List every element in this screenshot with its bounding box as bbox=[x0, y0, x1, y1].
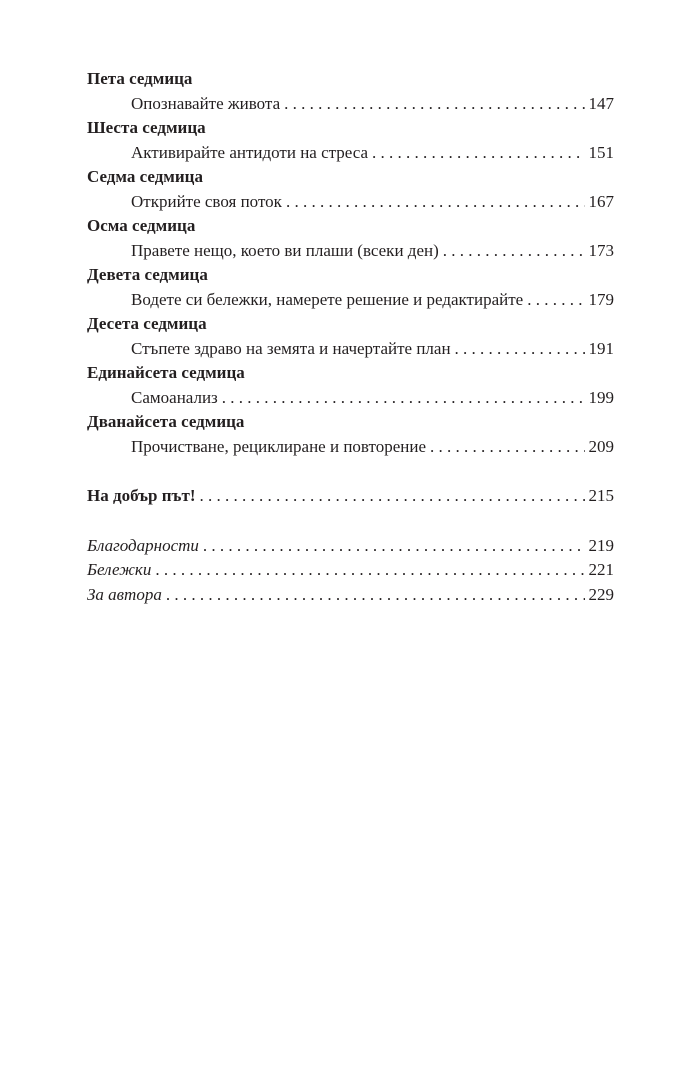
toc-entry[interactable] bbox=[87, 190, 614, 215]
dot-leader bbox=[286, 190, 585, 215]
toc-heading-week-7 bbox=[87, 165, 614, 190]
toc-entry-page: 219 bbox=[588, 535, 614, 555]
dot-leader bbox=[430, 435, 584, 460]
toc-heading-label: Седма седмица bbox=[87, 167, 203, 186]
toc-entry-title: На добър път! bbox=[87, 486, 196, 505]
toc-entry-page: 229 bbox=[588, 584, 614, 604]
toc-heading-week-6 bbox=[87, 116, 614, 141]
toc-heading-label: Десета седмица bbox=[87, 314, 207, 333]
toc-entry[interactable] bbox=[87, 337, 614, 362]
toc-entry[interactable] bbox=[87, 239, 614, 264]
toc-entry-page: 191 bbox=[588, 338, 614, 358]
toc-entry-title: За автора bbox=[87, 584, 162, 604]
toc-entry-about-author[interactable] bbox=[87, 583, 614, 608]
toc-entry-title: Бележки bbox=[87, 560, 152, 579]
dot-leader bbox=[155, 558, 584, 583]
toc-entry-farewell[interactable] bbox=[87, 484, 614, 509]
toc-heading-label: Дванайсета седмица bbox=[87, 412, 245, 431]
toc-entry-title: Благодарности bbox=[87, 535, 199, 555]
toc-entry[interactable] bbox=[87, 141, 614, 166]
toc-entry-page: 173 bbox=[588, 240, 614, 260]
dot-leader bbox=[527, 288, 584, 313]
toc-entry-title: Стъпете здраво на земята и начертайте план bbox=[131, 338, 451, 358]
dot-leader bbox=[372, 141, 584, 166]
table-of-contents bbox=[87, 67, 614, 607]
toc-entry[interactable] bbox=[87, 435, 614, 460]
toc-heading-label: Осма седмица bbox=[87, 216, 196, 235]
toc-entry[interactable] bbox=[87, 386, 614, 411]
toc-entry-page: 221 bbox=[588, 560, 614, 579]
toc-entry[interactable] bbox=[87, 288, 614, 313]
toc-entry-title: Прочистване, рециклиране и повторение bbox=[131, 436, 427, 456]
toc-entry-title: Открийте своя поток bbox=[131, 191, 282, 211]
toc-entry-title: Опознавайте живота bbox=[131, 93, 281, 113]
dot-leader bbox=[284, 92, 584, 117]
dot-leader bbox=[222, 386, 585, 411]
toc-heading-label: Пета седмица bbox=[87, 69, 193, 88]
toc-entry-title: Активирайте антидоти на стреса bbox=[131, 142, 369, 162]
toc-entry-page: 199 bbox=[588, 387, 614, 407]
toc-entry-page: 167 bbox=[588, 191, 614, 211]
toc-entry[interactable] bbox=[87, 92, 614, 117]
dot-leader bbox=[203, 534, 585, 559]
toc-heading-label: Девета седмица bbox=[87, 265, 208, 284]
toc-entry-title: Водете си бележки, намерете решение и редактирайте bbox=[131, 289, 524, 309]
toc-heading-week-8 bbox=[87, 214, 614, 239]
toc-heading-week-10 bbox=[87, 312, 614, 337]
toc-entry-page: 147 bbox=[588, 93, 614, 113]
toc-entry-page: 151 bbox=[588, 142, 614, 162]
dot-leader bbox=[166, 583, 585, 608]
dot-leader bbox=[455, 337, 585, 362]
toc-heading-week-9 bbox=[87, 263, 614, 288]
toc-heading-week-11 bbox=[87, 361, 614, 386]
toc-heading-label: Шеста седмица bbox=[87, 118, 206, 137]
toc-entry-title: Самоанализ bbox=[131, 387, 218, 407]
dot-leader bbox=[443, 239, 585, 264]
toc-entry-acknowledgements[interactable] bbox=[87, 534, 614, 559]
toc-heading-week-5 bbox=[87, 67, 614, 92]
toc-entry-title: Правете нещо, което ви плаши (всеки ден) bbox=[131, 240, 439, 260]
toc-heading-label: Единайсета седмица bbox=[87, 363, 245, 382]
toc-entry-notes[interactable] bbox=[87, 558, 614, 583]
toc-entry-page: 209 bbox=[588, 436, 614, 456]
toc-heading-week-12 bbox=[87, 410, 614, 435]
toc-entry-page: 215 bbox=[588, 486, 614, 505]
dot-leader bbox=[199, 484, 584, 509]
toc-entry-page: 179 bbox=[588, 289, 614, 309]
